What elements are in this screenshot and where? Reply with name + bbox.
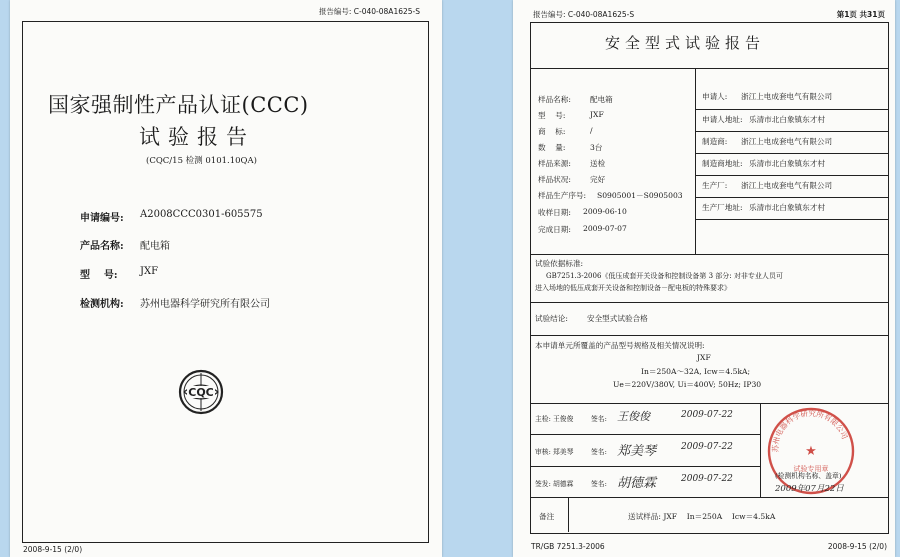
right-report-page: [513, 0, 895, 557]
manufacturer-label: 制造商:: [702, 137, 728, 146]
sig-review-sign-label: 签名:: [591, 448, 607, 456]
sig-review-name: 郑美琴: [553, 448, 574, 456]
sample-name-value: 配电箱: [590, 95, 613, 104]
sample-brand-label: 商 标:: [538, 127, 566, 136]
applicant-label: 申请人:: [702, 92, 728, 101]
sample-serial-value: S0905001－S0905003: [597, 191, 683, 200]
right-title: 安全型式试验报告: [605, 34, 766, 52]
basis-line2: 进入场地的低压成套开关设备和控制设备－配电板的特殊要求》: [535, 284, 731, 292]
sig-issue-date: 2009-07-22: [681, 474, 733, 484]
field-test-org-label: 检测机构:: [80, 299, 124, 310]
coverage-line2: In＝250A～32A, Icw＝4.5kA;: [641, 367, 751, 376]
sig-review-role: 审核:: [535, 448, 551, 456]
sample-condition-value: 完好: [590, 175, 606, 184]
coverage-line1: JXF: [697, 353, 711, 362]
sample-received-label: 收样日期:: [538, 208, 571, 217]
factory-value: 浙江上电成套电气有限公司: [741, 181, 833, 190]
left-title-line2: 试验报告: [139, 125, 255, 149]
sig-review-signature: 郑美琴: [617, 444, 657, 459]
svg-text:★: ★: [805, 444, 817, 459]
right-footer-left: TR/GB 7251.3-2006: [531, 542, 605, 551]
sig-chief-sign-label: 签名:: [591, 415, 607, 423]
manufacturer-value: 浙江上电成套电气有限公司: [741, 137, 833, 146]
sample-brand-value: /: [590, 126, 593, 135]
sample-qty-label: 数 量:: [538, 143, 566, 152]
left-report-page: [10, 0, 442, 557]
field-product-name-value: 配电箱: [140, 241, 170, 252]
left-title-line1: 国家强制性产品认证(CCC): [48, 93, 309, 117]
sig-chief-signature: 王俊俊: [617, 410, 650, 423]
remarks-value: 送试样品: JXF In＝250A Icw＝4.5kA: [628, 512, 776, 521]
applicant-address-label: 申请人地址:: [702, 115, 743, 124]
right-footer-right: 2008-9-15 (2/0): [827, 542, 887, 551]
sample-source-label: 样品来源:: [538, 159, 571, 168]
sig-issue-name: 胡德霖: [553, 480, 574, 488]
remarks-label: 备注: [539, 512, 555, 521]
sample-name-label: 样品名称:: [538, 95, 571, 104]
field-product-name-label: 产品名称:: [80, 241, 124, 252]
sig-issue-role: 签发:: [535, 480, 551, 488]
field-application-no-value: A2008CCC0301-605575: [140, 209, 263, 220]
sig-issue-sign-label: 签名:: [591, 480, 607, 488]
left-subtitle: (CQC/15 检测 0101.10QA): [146, 156, 257, 166]
cqc-logo: [178, 369, 224, 415]
factory-label: 生产厂:: [702, 181, 728, 190]
sig-review-date: 2009-07-22: [681, 442, 733, 452]
factory-address-label: 生产厂地址:: [702, 203, 743, 212]
applicant-value: 浙江上电成套电气有限公司: [741, 92, 833, 101]
seal-note: (检测机构名称、盖章): [775, 472, 842, 480]
sample-model-value: JXF: [590, 110, 604, 119]
sample-completed-value: 2009-07-07: [583, 224, 627, 233]
seal-org-text: 苏州电器科学研究所有限公司: [770, 408, 850, 453]
right-report-number: 报告编号: C-040-08A1625-S: [533, 10, 635, 19]
seal-center-text: 试验专用章: [793, 465, 829, 473]
sample-qty-value: 3台: [590, 143, 603, 152]
conclusion-label: 试验结论:: [535, 314, 568, 323]
manufacturer-address-value: 乐清市北白象镇东才村: [749, 159, 825, 168]
field-model-value: JXF: [140, 266, 159, 277]
basis-label: 试验依据标准:: [535, 259, 584, 268]
sig-chief-name: 王俊俊: [553, 415, 574, 423]
sample-condition-label: 样品状况:: [538, 175, 571, 184]
conclusion-value: 安全型式试验合格: [587, 314, 648, 323]
sample-model-label: 型 号:: [538, 111, 566, 120]
factory-address-value: 乐清市北白象镇东才村: [749, 203, 825, 212]
applicant-address-value: 乐清市北白象镇东才村: [749, 115, 825, 124]
sig-issue-signature: 胡德霖: [617, 476, 657, 491]
sample-received-value: 2009-06-10: [583, 207, 627, 216]
field-application-no-label: 申请编号:: [80, 213, 124, 224]
manufacturer-address-label: 制造商地址:: [702, 159, 743, 168]
sample-serial-label: 样品生产序号:: [538, 191, 587, 200]
right-page-info: 第1页 共31页: [836, 10, 885, 19]
basis-line1: GB7251.3-2006《低压成套开关设备和控制设备第 3 部分: 对非专业人员可: [546, 272, 783, 280]
sig-chief-role: 主检:: [535, 415, 551, 423]
coverage-label: 本申请单元所覆盖的产品型号规格及相关情况说明:: [535, 341, 705, 350]
seal-date: 2009年07月22日: [775, 484, 844, 494]
sig-chief-date: 2009-07-22: [681, 410, 733, 420]
left-report-number: 报告编号: C-040-08A1625-S: [318, 7, 420, 16]
field-test-org-value: 苏州电器科学研究所有限公司: [140, 299, 270, 310]
cqc-logo-text: CQC: [188, 386, 214, 399]
field-model-label: 型 号:: [80, 270, 118, 281]
coverage-line3: Ue＝220V/380V, Ui＝400V; 50Hz; IP30: [613, 380, 762, 389]
sample-source-value: 送检: [590, 159, 606, 168]
sample-completed-label: 完成日期:: [538, 225, 571, 234]
left-footer: 2008-9-15 (2/0): [23, 545, 83, 554]
